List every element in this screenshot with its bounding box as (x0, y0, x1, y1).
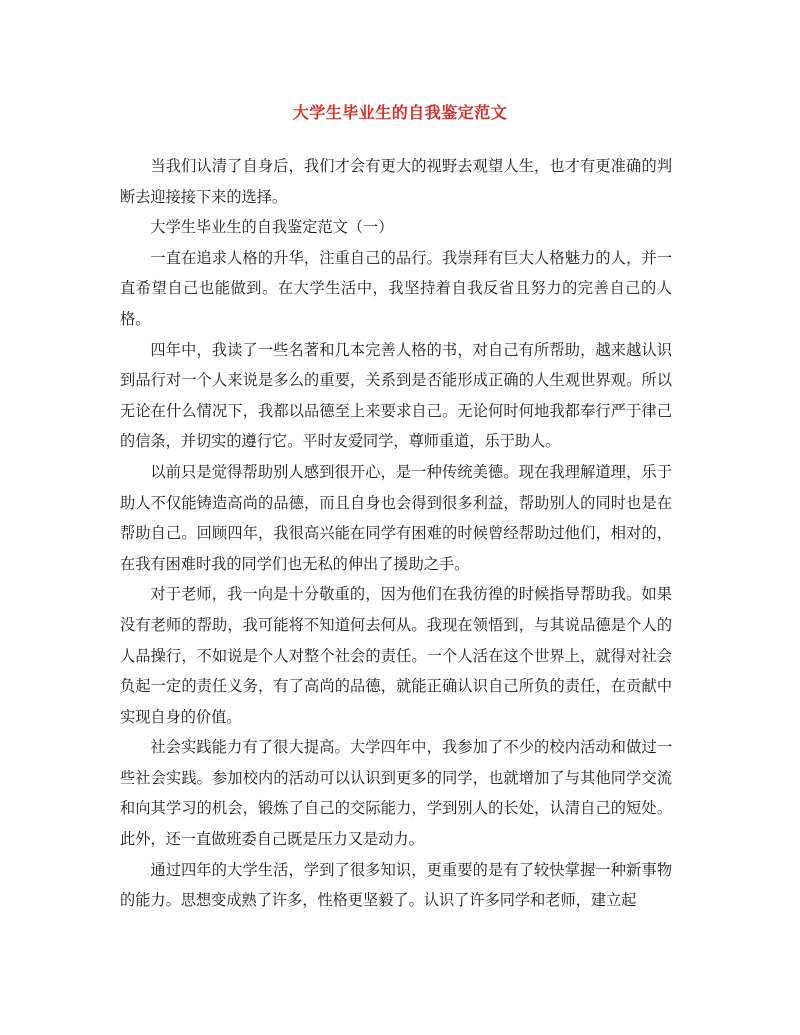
paragraph-four-years: 通过四年的大学生活，学到了很多知识，更重要的是有了较快掌握一种新事物的能力。思想变成熟了许多，性格更坚毅了。认识了许多同学和老师，建立起 (120, 860, 672, 910)
paragraph-teachers: 对于老师，我一向是十分敬重的，因为他们在我彷徨的时候指导帮助我。如果没有老师的帮助，我可能将不知道何去何从。我现在领悟到，与其说品德是个人的人品操行，不如说是个人对整个社会的责任。一个人活在这个世界上，就得对社会负起一定的责任义务，有了高尚的品德，就能正确认识自己所负的责任，在贡献中实现自身的价值。 (120, 585, 672, 726)
document-body (120, 151, 672, 916)
section-heading: 大学生毕业生的自我鉴定范文（一） (150, 218, 394, 237)
paragraph-intro: 当我们认清了自身后，我们才会有更大的视野去观望人生，也才有更准确的判断去迎接接下来的选择。 (120, 157, 672, 206)
paragraph-helping-others: 以前只是觉得帮助别人感到很开心，是一种传统美德。现在我理解道理，乐于助人不仅能铸造高尚的品德，而且自身也会得到很多利益，帮助别人的同时也是在帮助自己。回顾四年，我很高兴能在同学有困难的时候曾经帮助过他们，相对的，在我有困难时我的同学们也无私的伸出了援助之手。 (120, 462, 672, 573)
document-title: 大学生毕业生的自我鉴定范文 (292, 103, 508, 122)
paragraph-social-practice: 社会实践能力有了很大提高。大学四年中，我参加了不少的校内活动和做过一些社会实践。参加校内的活动可以认识到更多的同学，也就增加了与其他同学交流和向其学习的机会，锻炼了自己的交际能力，学到别人的长处，认清自己的短处。此外，还一直做班委自己既是压力又是动力。 (120, 738, 672, 849)
paragraph-character: 一直在追求人格的升华，注重自己的品行。我崇拜有巨大人格魅力的人，并一直希望自己也能做到。在大学生活中，我坚持着自我反省且努力的完善自己的人格。 (120, 248, 672, 328)
paragraph-reading: 四年中，我读了一些名著和几本完善人格的书，对自己有所帮助，越来越认识到品行对一个人来说是多么的重要，关系到是否能形成正确的人生观世界观。所以无论在什么情况下，我都以品德至上来要求自己。无论何时何地我都奉行严于律己的信条，并切实的遵行它。平时友爱同学，尊师重道，乐于助人。 (120, 340, 672, 451)
